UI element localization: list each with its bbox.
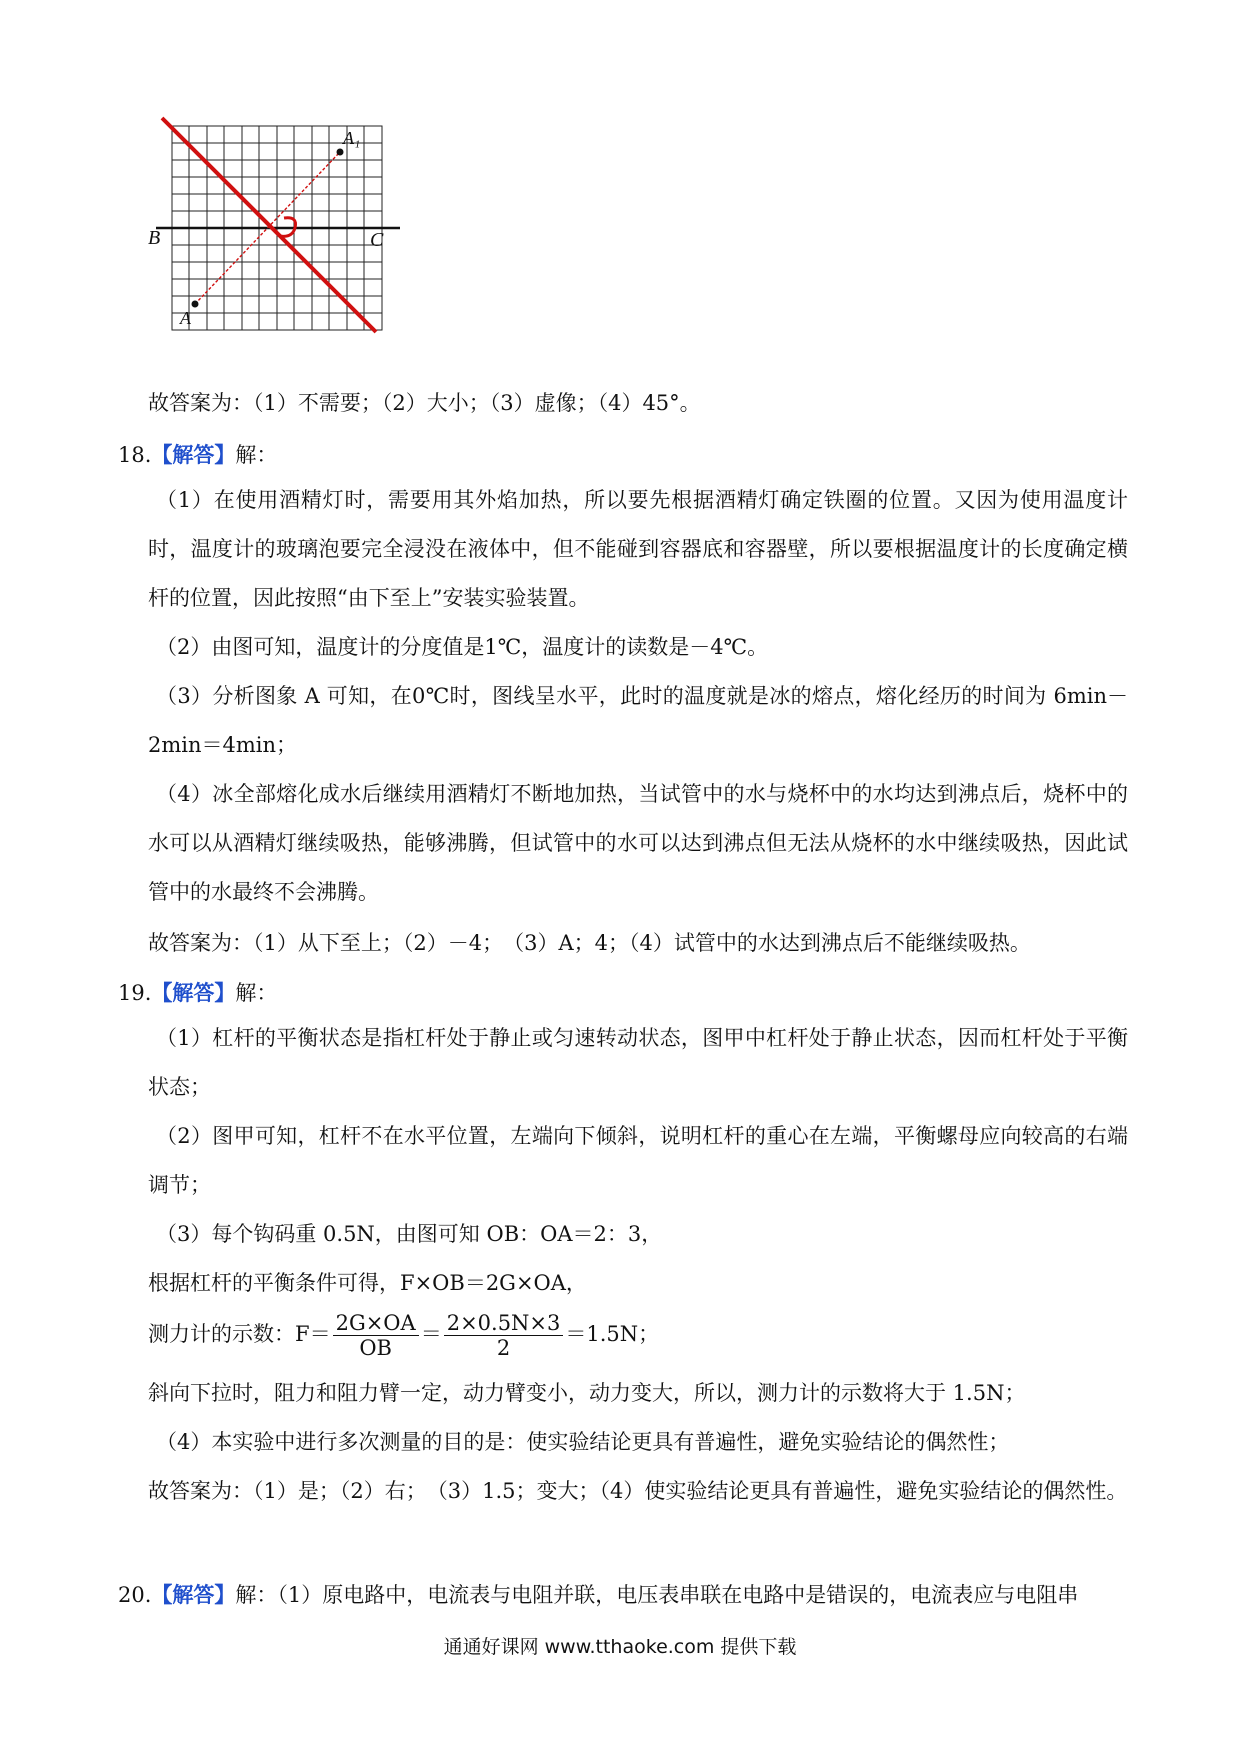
- q18-tag: 【解答】: [151, 442, 236, 467]
- q19-para-3: （3）每个钩码重 0.5N，由图可知 OB：OA＝2：3，: [156, 1222, 663, 1246]
- q19-lead: 解：: [235, 981, 278, 1005]
- q19-answer: 故答案为：（1）是；（2）右； （3）1.5；变大；（4）使实验结论更具有普遍性，避免实验结论的偶然性。: [148, 1479, 1128, 1503]
- q18-number: 18.: [118, 443, 152, 467]
- q18-answer: 故答案为：（1）从下至上；（2）－4； （3）A；4；（4）试管中的水达到沸点后不能继续吸热。: [148, 931, 1031, 955]
- q20-text: 解：（1）原电路中，电流表与电阻并联，电压表串联在电路中是错误的，电流表应与电阻串: [235, 1583, 1079, 1607]
- q18-para-4: （4）冰全部熔化成水后继续用酒精灯不断地加热，当试管中的水与烧杯中的水均达到沸点后，烧杯中的水可以从酒精灯继续吸热，能够沸腾，但试管中的水可以达到沸点但无法从烧杯的水中继续吸热，因此试管中的水最终不会沸腾。: [148, 782, 1128, 904]
- label-c: C: [370, 229, 384, 251]
- q17-answer: 故答案为：（1）不需要；（2）大小；（3）虚像；（4）45°。: [148, 391, 701, 415]
- fraction-1-denominator: OB: [359, 1336, 392, 1360]
- q19-header: [118, 978, 277, 1008]
- q18-para-1: （1）在使用酒精灯时，需要用其外焰加热，所以要先根据酒精灯确定铁圈的位置。又因为使用温度计时，温度计的玻璃泡要完全浸没在液体中，但不能碰到容器底和容器壁，所以要根据温度计的长度确定横杆的位置，因此按照“由下至上”安装实验装置。: [148, 488, 1128, 610]
- fraction-2: [444, 1311, 564, 1360]
- fraction-2-denominator: 2: [496, 1336, 511, 1360]
- q19-formula: [148, 1306, 659, 1362]
- q20-tag: 【解答】: [151, 1582, 236, 1607]
- formula-prefix: 测力计的示数：F＝: [148, 1322, 331, 1346]
- q19-tag: 【解答】: [151, 980, 236, 1005]
- q20-number: 20.: [118, 1583, 152, 1607]
- fraction-1-numerator: 2G×OA: [333, 1311, 419, 1336]
- q18-para-2: （2）由图可知，温度计的分度值是1℃，温度计的读数是－4℃。: [156, 635, 769, 659]
- q20-header: [118, 1580, 1078, 1610]
- label-b: B: [148, 227, 161, 249]
- label-a1: A₁: [343, 128, 361, 148]
- q19-para-7: （4）本实验中进行多次测量的目的是：使实验结论更具有普遍性，避免实验结论的偶然性；: [156, 1430, 1010, 1454]
- q19-para-4: 根据杠杆的平衡条件可得，F×OB＝2G×OA，: [148, 1271, 587, 1295]
- mirror-grid-figure: [150, 120, 440, 370]
- q19-para-1: （1）杠杆的平衡状态是指杠杆处于静止或匀速转动状态，图甲中杠杆处于静止状态，因而杠杆处于平衡状态；: [148, 1026, 1128, 1099]
- fraction-2-numerator: 2×0.5N×3: [444, 1311, 564, 1336]
- q18-para-3: （3）分析图象 A 可知，在0℃时，图线呈水平，此时的温度就是冰的熔点，熔化经历的时间为 6min－2min＝4min；: [148, 684, 1128, 757]
- q19-number: 19.: [118, 981, 152, 1005]
- mirror-line: [162, 118, 376, 332]
- q18-header: [118, 440, 277, 470]
- q18-lead: 解：: [235, 443, 278, 467]
- q19-para-6: 斜向下拉时，阻力和阻力臂一定，动力臂变小，动力变大，所以，测力计的示数将大于 1.5N；: [148, 1381, 1026, 1405]
- formula-suffix: ＝1.5N；: [565, 1322, 660, 1346]
- label-a: A: [180, 308, 191, 328]
- point-a: [192, 301, 199, 308]
- page-footer: 通通好课网 www.tthaoke.com 提供下载: [443, 1636, 797, 1658]
- fraction-1: [333, 1311, 419, 1360]
- q19-para-2: （2）图甲可知，杠杆不在水平位置，左端向下倾斜，说明杠杆的重心在左端，平衡螺母应向较高的右端调节；: [148, 1124, 1128, 1197]
- formula-equals: ＝: [420, 1322, 442, 1346]
- point-a1: [337, 149, 344, 156]
